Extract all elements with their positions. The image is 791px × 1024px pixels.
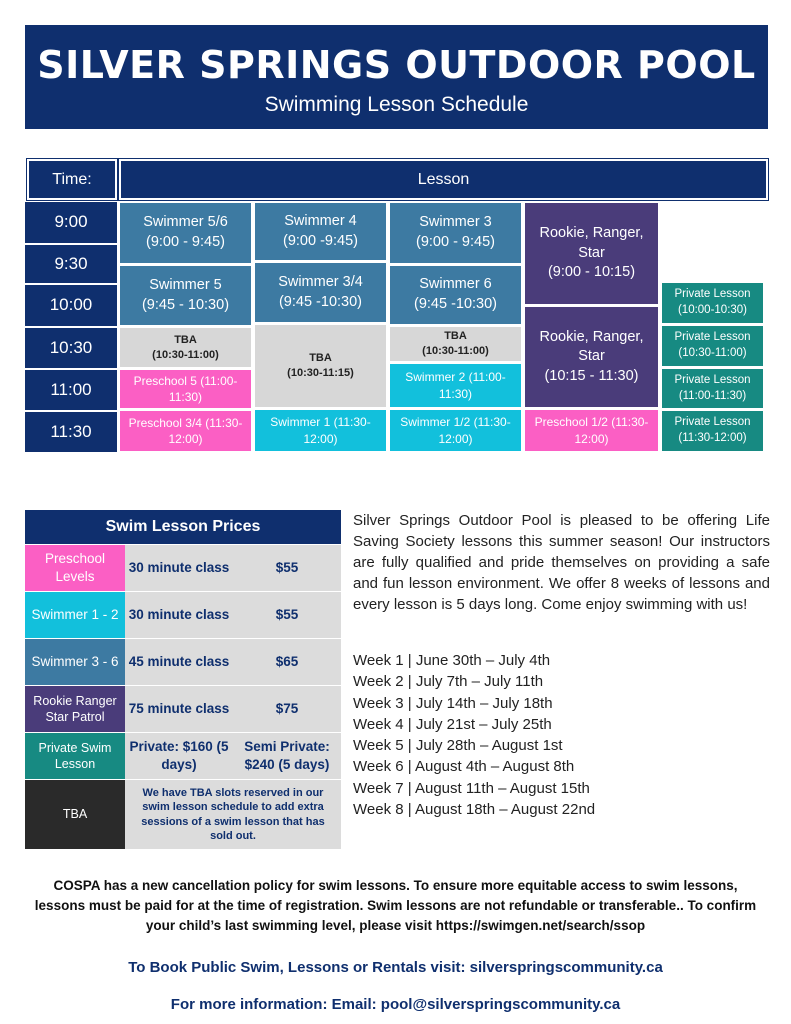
description: Silver Springs Outdoor Pool is pleased to be offering Life Saving Society lessons this summer season! Our instructors are fully qualified and pride themselves on providing a safe and fun lesson environment. We offer 8 weeks of lessons and every lesson is 5 days long. Come enjoy swimming with us!	[353, 512, 770, 613]
private-lesson-block: Private Lesson (10:30-11:00)	[661, 325, 764, 367]
price-level: Preschool Levels	[25, 545, 125, 591]
price-amount: $75	[275, 701, 299, 717]
lesson-block: Swimmer 4 (9:00 -9:45)	[254, 202, 387, 261]
time-label: 10:00	[25, 285, 117, 326]
lesson-block: Swimmer 1 (11:30- 12:00)	[254, 409, 387, 452]
price-level: Swimmer 3 - 6	[25, 639, 125, 685]
time-label: 11:00	[25, 370, 117, 410]
price-row	[25, 638, 341, 685]
price-duration: 30 minute class	[128, 560, 230, 576]
price-level: Private Swim Lesson	[25, 733, 125, 779]
lesson-block: Swimmer 3/4 (9:45 -10:30)	[254, 262, 387, 323]
lesson-block: Rookie, Ranger, Star (10:15 - 11:30)	[524, 306, 659, 408]
title-banner	[25, 25, 768, 129]
price-row	[25, 591, 341, 638]
week-item: Week 6 | August 4th – August 8th	[353, 758, 575, 776]
tba-block: TBA (10:30-11:00)	[119, 327, 252, 368]
week-item: Week 8 | August 18th – August 22nd	[353, 801, 596, 819]
price-amount: $55	[275, 607, 299, 623]
week-item: Week 5 | July 28th – August 1st	[353, 737, 563, 755]
private-lesson-block: Private Lesson (11:00-11:30)	[661, 368, 764, 409]
booking-link-text[interactable]: To Book Public Swim, Lessons or Rentals visit: silverspringscommunity.ca	[128, 959, 663, 976]
price-row	[25, 779, 341, 849]
price-duration: Private: $160 (5 days)	[129, 739, 229, 772]
time-label: 10:30	[25, 328, 117, 368]
lesson-block: Preschool 5 (11:00- 11:30)	[119, 369, 252, 409]
price-amount: Semi Private: $240 (5 days)	[244, 739, 330, 772]
time-label: 9:00	[25, 202, 117, 243]
lesson-block: Rookie, Ranger, Star (9:00 - 10:15)	[524, 202, 659, 305]
lesson-block: Swimmer 3 (9:00 - 9:45)	[389, 202, 522, 264]
price-duration: 75 minute class	[128, 701, 230, 717]
cancellation-policy: COSPA has a new cancellation policy for swim lessons. To ensure more equitable access to swim lessons, lessons must be paid for at the time of registration. Swim lessons are not refundable or transferable.. To confirm your child’s last swimming level, please visit https://swimgen.net/search/ssop	[34, 878, 757, 933]
tba-note: We have TBA slots reserved in our swim lesson schedule to add extra sessions of a swim lesson that has sold out.	[141, 786, 325, 842]
price-duration: 45 minute class	[128, 654, 230, 670]
price-level: TBA	[25, 780, 125, 849]
week-item: Week 4 | July 21st – July 25th	[353, 715, 552, 733]
page-title: SILVER SPRINGS OUTDOOR POOL	[37, 43, 756, 87]
price-level: Swimmer 1 - 2	[25, 592, 125, 638]
time-label: 9:30	[25, 245, 117, 283]
tba-block: TBA (10:30-11:00)	[389, 326, 522, 362]
weeks-list	[353, 650, 595, 820]
week-item: Week 3 | July 14th – July 18th	[353, 694, 553, 712]
time-label: 11:30	[25, 412, 117, 452]
private-lesson-block: Private Lesson (11:30-12:00)	[661, 410, 764, 452]
tba-block: TBA (10:30-11:15)	[254, 324, 387, 408]
lesson-header: Lesson	[119, 159, 768, 200]
price-amount: $65	[275, 654, 299, 670]
price-duration: 30 minute class	[128, 607, 230, 623]
prices-table	[25, 510, 341, 849]
week-item: Week 1 | June 30th – July 4th	[353, 652, 551, 669]
lesson-block: Swimmer 2 (11:00- 11:30)	[389, 363, 522, 408]
lesson-block: Swimmer 5/6 (9:00 - 9:45)	[119, 202, 252, 264]
week-item: Week 2 | July 7th – July 11th	[353, 673, 544, 691]
lesson-block: Preschool 3/4 (11:30- 12:00)	[119, 410, 252, 452]
prices-title: Swim Lesson Prices	[25, 510, 341, 544]
page-subtitle: Swimming Lesson Schedule	[264, 93, 529, 116]
price-row	[25, 732, 341, 779]
price-amount: $55	[275, 560, 299, 576]
lesson-block: Preschool 1/2 (11:30- 12:00)	[524, 409, 659, 452]
lesson-block: Swimmer 5 (9:45 - 10:30)	[119, 265, 252, 326]
time-header: Time:	[27, 159, 117, 200]
contact-email-text[interactable]: For more information: Email: pool@silverspringscommunity.ca	[170, 996, 621, 1013]
week-item: Week 7 | August 11th – August 15th	[353, 779, 590, 797]
price-row	[25, 544, 341, 591]
price-level: Rookie Ranger Star Patrol	[25, 686, 125, 732]
lesson-block: Swimmer 6 (9:45 -10:30)	[389, 265, 522, 325]
lesson-block: Swimmer 1/2 (11:30- 12:00)	[389, 409, 522, 452]
private-lesson-block: Private Lesson (10:00-10:30)	[661, 282, 764, 324]
price-row	[25, 685, 341, 732]
